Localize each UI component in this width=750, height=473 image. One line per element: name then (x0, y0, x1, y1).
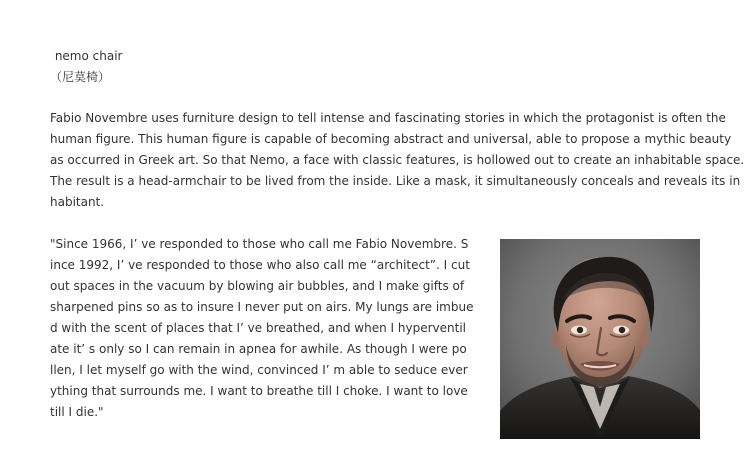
intro-line: human figure. This human figure is capable of becoming abstract and universal, able to propose a mythic beauty (50, 132, 732, 146)
intro-line: The result is a head-armchair to be lived from the inside. Like a mask, it simultaneously conceals and reveals its in (50, 174, 741, 188)
quote-line: ate it’ s only so I can remain in apnea for awhile. As though I were po (50, 342, 467, 356)
quote-line: llen, I let myself go with the wind, convinced I’ m able to seduce ever (50, 363, 468, 377)
portrait-photo-icon (500, 239, 700, 439)
intro-line: habitant. (50, 195, 105, 209)
quote-line: d with the scent of places that I’ ve breathed, and when I hyperventil (50, 321, 466, 335)
designer-quote (50, 234, 474, 423)
quote-line: till I die." (50, 405, 104, 419)
intro-line: Fabio Novembre uses furniture design to tell intense and fascinating stories in which the protagonist is often the (50, 111, 726, 125)
portrait-photo (500, 239, 700, 439)
quote-line: "Since 1966, I’ ve responded to those who call me Fabio Novembre. S (50, 237, 469, 251)
quote-line: ince 1992, I’ ve responded to those who also call me “architect”. I cut (50, 258, 470, 272)
quote-line: sharpened pins so as to insure I never put on airs. My lungs are imbue (50, 300, 474, 314)
product-title: nemo chair (51, 49, 123, 63)
quote-line: out spaces in the vacuum by blowing air bubbles, and I make gifts of (50, 279, 465, 293)
intro-line: as occurred in Greek art. So that Nemo, a face with classic features, is hollowed out to create an inhabitable space. (50, 153, 745, 167)
product-subtitle: （尼莫椅） (50, 70, 111, 84)
intro-paragraph (50, 108, 745, 213)
quote-line: ything that surrounds me. I want to breathe till I choke. I want to love (50, 384, 468, 398)
